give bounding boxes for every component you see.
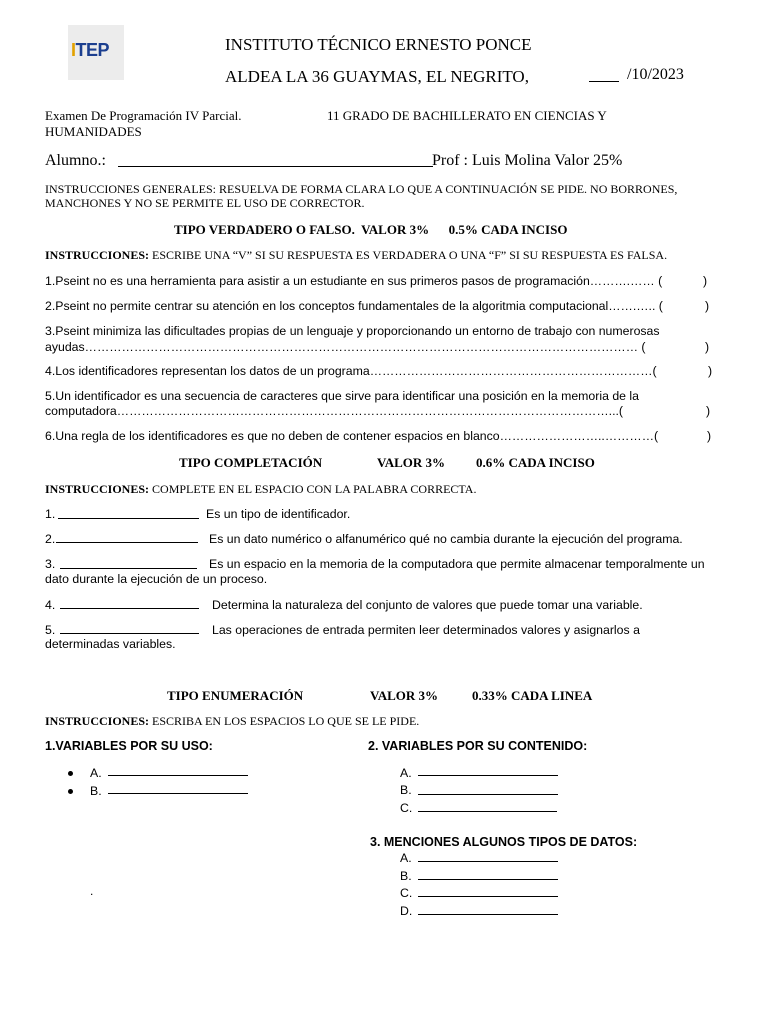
- enum-s2-item-b: B.: [400, 783, 412, 797]
- bullet-icon: [68, 771, 73, 776]
- comp-text-4: Determina la naturaleza del conjunto de valores que puede tomar una variable.: [212, 598, 643, 612]
- vf-question-4: 4.Los identificadores representan los datos de un programa……………………………………………………………(: [45, 364, 657, 378]
- vf-question-1: 1.Pseint no es una herramienta para asistir a un estudiante en sus primeros pasos de programación……….…… (: [45, 274, 663, 288]
- comp-text-5b: determinadas variables.: [45, 637, 176, 651]
- vf-question-6: 6.Una regla de los identificadores es que no deben de contener espacios en blanco……………………..…………(: [45, 429, 659, 443]
- enum-s3-blank-c[interactable]: [418, 896, 558, 897]
- comp-number-2: 2.: [45, 532, 56, 546]
- enum-s3-blank-d[interactable]: [418, 914, 558, 915]
- enum-section-each: 0.33% CADA LINEA: [472, 688, 593, 703]
- enum-s3-item-a: A.: [400, 851, 412, 865]
- grade-continued: HUMANIDADES: [45, 124, 142, 139]
- comp-text-3a: Es un espacio en la memoria de la computadora que permite almacenar temporalmente un: [209, 557, 705, 571]
- comp-text-5a: Las operaciones de entrada permiten leer determinados valores y asignarlos a: [212, 623, 640, 637]
- comp-blank-2[interactable]: [56, 542, 198, 543]
- vf-instructions: [45, 248, 667, 263]
- general-instructions-2: MANCHONES Y NO SE PERMITE EL USO DE CORRECTOR.: [45, 196, 365, 210]
- comp-instructions-text: COMPLETE EN EL ESPACIO CON LA PALABRA CORRECTA.: [149, 482, 477, 496]
- comp-text-3b: dato durante la ejecución de un proceso.: [45, 572, 268, 586]
- vf-question-2: 2.Pseint no permite centrar su atención en los conceptos fundamentales de la algoritmia computacional…….….. (: [45, 299, 663, 313]
- vf-question-3b: ayudas……………………………………………………………………………………………………………………… (: [45, 340, 646, 354]
- vf-answer-close-1: ): [703, 274, 708, 288]
- location: ALDEA LA 36 GUAYMAS, EL NEGRITO,: [225, 67, 529, 86]
- enum-instructions: [45, 714, 419, 729]
- vf-answer-close-4: ): [708, 364, 713, 378]
- enum-s2-blank-b[interactable]: [418, 794, 558, 795]
- school-logo: [68, 25, 124, 80]
- comp-instructions: [45, 482, 476, 497]
- comp-section-value: VALOR 3%: [377, 455, 446, 470]
- vf-question-3a: 3.Pseint minimiza las dificultades propias de un lenguaje y proporcionando un entorno de trabajo con numerosas: [45, 324, 660, 338]
- enum-s2-item-c: C.: [400, 801, 413, 815]
- comp-blank-1[interactable]: [58, 518, 199, 519]
- comp-number-5: 5.: [45, 623, 56, 637]
- comp-text-2: Es un dato numérico o alfanumérico qué no cambia durante la ejecución del programa.: [209, 532, 683, 546]
- enum-instructions-label: INSTRUCCIONES:: [45, 714, 150, 728]
- grade: 11 GRADO DE BACHILLERATO EN CIENCIAS Y: [327, 108, 607, 123]
- enum-instructions-text: ESCRIBA EN LOS ESPACIOS LO QUE SE LE PIDE.: [149, 714, 420, 728]
- enum-s1-item-b: B.: [90, 784, 102, 798]
- vf-answer-close-6: ): [707, 429, 712, 443]
- day-blank-line: [589, 81, 619, 82]
- comp-section-each: 0.6% CADA INCISO: [476, 455, 595, 470]
- enum-section-1-title: 1.VARIABLES POR SU USO:: [45, 739, 213, 753]
- enum-section-2-title: 2. VARIABLES POR SU CONTENIDO:: [368, 739, 588, 753]
- student-label: Alumno.:: [45, 152, 106, 169]
- comp-blank-5[interactable]: [60, 633, 199, 634]
- enum-s3-item-c: C.: [400, 886, 413, 900]
- enum-s2-blank-c[interactable]: [418, 811, 557, 812]
- enum-s2-item-a: A.: [400, 766, 412, 780]
- comp-section-title: TIPO COMPLETACIÓN: [179, 455, 323, 470]
- exam-date: /10/2023: [627, 66, 684, 83]
- vf-answer-close-3: ): [705, 340, 710, 354]
- comp-blank-3[interactable]: [60, 568, 197, 569]
- enum-s1-blank-b[interactable]: [108, 793, 248, 794]
- enum-section-3-title: 3. MENCIONES ALGUNOS TIPOS DE DATOS:: [370, 835, 638, 849]
- enum-s3-item-b: B.: [400, 869, 412, 883]
- enum-section-value: VALOR 3%: [370, 688, 439, 703]
- logo-text: ITEP: [71, 40, 110, 60]
- vf-instructions-text: ESCRIBE UNA “V” SI SU RESPUESTA ES VERDADERA O UNA “F” SI SU RESPUESTA ES FALSA.: [149, 248, 668, 262]
- vf-answer-close-2: ): [705, 299, 710, 313]
- enum-s1-item-a: A.: [90, 766, 102, 780]
- exam-title: Examen De Programación IV Parcial.: [45, 108, 242, 123]
- student-name-line[interactable]: [118, 166, 433, 167]
- vf-question-5b: computadora…………………………………………………………………………………………………………...(: [45, 404, 623, 418]
- vf-question-5a: 5.Un identificador es una secuencia de caracteres que sirve para identificar una posición en la memoria de la: [45, 389, 640, 403]
- enum-s1-blank-a[interactable]: [108, 775, 248, 776]
- enum-section-title: TIPO ENUMERACIÓN: [167, 688, 304, 703]
- institute-name: INSTITUTO TÉCNICO ERNESTO PONCE: [225, 35, 532, 54]
- stray-dot: .: [90, 884, 94, 898]
- comp-number-4: 4.: [45, 598, 56, 612]
- comp-blank-4[interactable]: [60, 608, 199, 609]
- vf-instructions-label: INSTRUCCIONES:: [45, 248, 150, 262]
- enum-s2-blank-a[interactable]: [418, 775, 558, 776]
- enum-s3-blank-b[interactable]: [418, 879, 558, 880]
- vf-answer-close-5: ): [706, 404, 711, 418]
- comp-number-1: 1.: [45, 507, 56, 521]
- bullet-icon: [68, 789, 73, 794]
- comp-number-3: 3.: [45, 557, 56, 571]
- comp-instructions-label: INSTRUCCIONES:: [45, 482, 150, 496]
- enum-s3-item-d: D.: [400, 904, 413, 918]
- enum-s3-blank-a[interactable]: [418, 861, 558, 862]
- teacher-info: Prof : Luis Molina Valor 25%: [432, 152, 623, 169]
- vf-section-title: TIPO VERDADERO O FALSO. VALOR 3% 0.5% CADA INCISO: [174, 222, 568, 237]
- general-instructions-1: INSTRUCCIONES GENERALES: RESUELVA DE FORMA CLARA LO QUE A CONTINUACIÓN SE PIDE. NO BORRONES,: [45, 182, 678, 196]
- comp-text-1: Es un tipo de identificador.: [206, 507, 351, 521]
